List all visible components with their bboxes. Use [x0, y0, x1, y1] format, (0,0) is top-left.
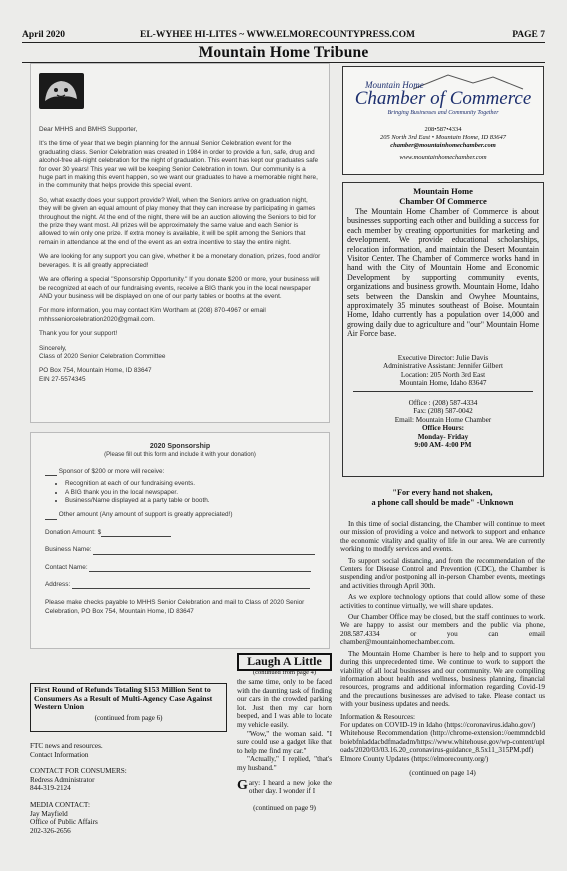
business-label: Business Name: — [45, 546, 92, 554]
letter-closing: Sincerely, — [39, 344, 67, 352]
sponsorship-form — [30, 432, 330, 649]
sponsor-checkbox-line[interactable] — [45, 475, 57, 476]
other-checkbox-line[interactable] — [45, 519, 57, 520]
business-field[interactable] — [93, 554, 315, 555]
letter-ein: EIN 27-5574345 — [39, 375, 86, 383]
laugh-title: Laugh A Little — [237, 653, 332, 671]
page-title: Mountain Home Tribune — [198, 44, 369, 61]
fax: Fax: (208) 587-0042 — [413, 407, 473, 416]
chamber-website[interactable]: www.mountainhomechamber.com — [399, 154, 487, 162]
letter-paragraph: For more information, you may contact Kim Wortham at (208) 870-4967 or email mhhsseniorcelebration2020@gmail.com. — [39, 307, 266, 323]
sponsor-option-200: Sponsor of $200 or more will receive: — [58, 467, 165, 475]
letter-paragraph: So, what exactly does your support provide? Well, when the Seniors arrive on graduation night, they will be given an equal amount of play money that they can increase by participating in games throughout the night. At the end of the night, there will be an auction allowing the Seniors to bid for the prize they want most. All prizes will be approximately the same value and each Senior is allowed to win only one prize. If extra money is available, it will be split among the Seniors that remain in attendance at the end of the event as an extra incentive to stay the entire night. — [39, 196, 317, 246]
media-contact-heading: MEDIA CONTACT: — [30, 800, 90, 809]
resource-link[interactable]: For updates on COVID-19 in Idaho (https://coronavirus.idaho.gov/) — [340, 720, 536, 729]
article-title-2: Chamber Of Commerce — [399, 196, 487, 206]
donation-label: Donation Amount: $ — [45, 528, 102, 536]
hands-paragraph: The Mountain Home Chamber is here to help and to support you during this unprecedented time. We continue to work to support the viability of all local businesses and our community. We are compiling information about health and wellness, business planning, financial resources, programs and additional information regarding Covid-19 and the precautions businesses are advised to take. Please contact us with your business updates and needs. — [340, 649, 545, 709]
letter-signature: Class of 2020 Senior Celebration Committee — [39, 352, 166, 360]
hours-time: 9:00 AM- 4:00 PM — [414, 441, 472, 450]
hands-paragraph: Our Chamber Office may be closed, but the staff continues to work. We are happy to assist our members and the public via phone, 208.587.4334 or you can email chamber@mountainhomechamber.com. — [340, 613, 545, 647]
sponsorship-subtitle: (Please fill out this form and include it with your donation) — [104, 452, 256, 459]
refunds-cont: (continued from page 6) — [94, 713, 163, 722]
chamber-tagline: Bringing Businesses and Community Together — [387, 110, 499, 117]
sponsor-benefits-list — [65, 480, 329, 505]
refunds-box — [30, 683, 227, 732]
hands-title-1: "For every hand not shaken, — [392, 488, 493, 497]
benefit-item: • Business/Name displayed at a party table or booth. — [65, 497, 329, 505]
divider — [353, 391, 533, 392]
article-body: The Mountain Home Chamber of Commerce is about businesses supporting each other and building a success for each member by creating opportunities for marketing and development. We provide educational scholarships, relocation information, and maintain the Desert Mountain Visitor Center. The Chamber of Commerce works hand in hand with the City of Mountain Home and Economic Development by supporting community events, organizations and business growth. Mountain Home, Idaho sets between the Danskin and Owyhee Mountains, approximately 35 minutes southeast of Boise. Mountain Home, Idaho currently has a population over 14,000 and growing daily due to agriculture and "our" Mountain Home Air Force base. — [347, 207, 539, 339]
city: Mountain Home, Idaho 83647 — [399, 379, 487, 388]
hours-days: Monday- Friday — [417, 432, 469, 441]
contact-label: Contact Name: — [45, 563, 88, 571]
chamber-email[interactable]: chamber@mountainhomechamber.com — [390, 142, 496, 150]
letter-address: PO Box 754, Mountain Home, ID 83647 — [39, 367, 152, 375]
letter-paragraph: It's the time of year that we begin planning for the annual Senior Celebration event for the graduating class. Senior Celebration was created in 1984 in order to provide a fun, safe, drug and alcohol-free all-night celebration for the night of graduation. This event has kept our graduates safe for over 30 years! This year we will be keeping Senior Celebration in town. Our community is a huge part in making this event happen, so we want our graduates to have a memorable night here, in the community that helps provide this special event. — [39, 140, 319, 190]
hands-paragraph: As we explore technology options that could allow some of these activities to continue virtually, we will share updates. — [340, 593, 545, 610]
chamber-name-small: Mountain Home — [365, 80, 424, 90]
chamber-article — [342, 182, 544, 477]
consumer-contact-heading: CONTACT FOR CONSUMERS: — [30, 767, 127, 776]
contact-field[interactable] — [89, 571, 311, 572]
hands-title-2: a phone call should be made" -Unknown — [371, 498, 514, 507]
hands-next: (continued on page 14) — [409, 768, 476, 777]
header-center: EL-WYHEE HI-LITES ~ WWW.ELMORECOUNTYPRESS.COM — [140, 30, 415, 40]
header-page: PAGE 7 — [512, 30, 545, 40]
drop-cap: G — [237, 777, 248, 793]
chamber-name-big: Chamber of Commerce — [354, 88, 532, 110]
article-title-1: Mountain Home — [413, 186, 473, 196]
benefit-item: • A BIG thank you in the local newspaper. — [65, 489, 329, 497]
header-date: April 2020 — [22, 30, 66, 40]
office-phone: Office : (208) 587-4334 — [408, 399, 478, 407]
refunds-line: Contact Information — [30, 750, 89, 759]
address-field[interactable] — [72, 588, 310, 589]
address-label: Address: — [45, 581, 71, 589]
location: Location: 205 North 3rd East — [400, 370, 486, 379]
chamber-address: 205 North 3rd East • Mountain Home, ID 83647 — [379, 133, 507, 141]
laugh-cont: (continued from page 4) — [253, 669, 316, 676]
hours-label: Office Hours: — [421, 424, 465, 433]
donation-field[interactable] — [101, 536, 171, 537]
sponsor-option-other: Other amount (Any amount of support is greatly appreciated!) — [58, 511, 233, 519]
hands-paragraph: In this time of social distancing, the Chamber will continue to meet our mission of providing a voice and network to support and enhance the economic vitality and quality of life in our area. We are currently working to modify services and events. — [340, 520, 545, 554]
hands-paragraph: To support social distancing, and from the recommendation of the Centers for Disease Control and Prevention (CDC), the Chamber is suspending and/or postponing all in-person Chamber events, meetings and activities through April 30th. — [340, 556, 545, 590]
benefit-item: • Recognition at each of our fundraising events. — [65, 480, 329, 488]
laugh-text: the same time, only to be faced with the daunting task of finding our cars in the crowded parking lot. Just then my car horn beeped, and I was able to locate my vehicle easily. — [237, 678, 332, 729]
resource-link[interactable]: Elmore County Updates (https://elmorecounty.org/) — [340, 754, 489, 763]
sponsorship-title: 2020 Sponsorship — [149, 443, 211, 450]
letter-greeting: Dear MHHS and BMHS Supporter, — [39, 126, 138, 133]
assistant: Administrative Assistant: Jennifer Gilbert — [383, 362, 503, 371]
email: Email: Mountain Home Chamber — [394, 415, 492, 424]
consumer-phone: 844-319-2124 — [30, 784, 71, 793]
media-contact-office: Office of Public Affairs — [30, 818, 98, 827]
resource-link[interactable]: Whitehouse Recommendation (http://chrome-extension://oemmndcbldboiebfnladdacbdfmadadm/https://www.whitehouse.gov/wp-content/uploads/2020/03/03.16.20_coronavirus-guidance_8.5x11_315PM.pdf) — [340, 729, 545, 755]
director: Executive Director: Julie Davis — [397, 354, 489, 362]
letter-paragraph: We are offering a special "Sponsorship Opportunity." If you donate $200 or more, your business will be recognized at each of our fundraising events, receive a BIG thank you in the local newspaper AND your business will be displayed on one of our party tables or booths at the event. — [39, 276, 320, 300]
hands-title — [340, 488, 545, 508]
laugh-gary: ary: I heard a new joke the other day. I wonder if I — [248, 778, 332, 796]
laugh-quote: "Actually," I replied, "that's my husband." — [237, 755, 332, 772]
resources-heading: Information & Resources: — [340, 712, 416, 721]
media-contact-phone: 202-326-2656 — [30, 826, 71, 835]
consumer-contact: Redress Administrator — [30, 775, 95, 784]
laugh-quote: "Wow," the woman said. "I sure could use a gadget like that to help me find my car." — [237, 729, 332, 755]
chamber-advert — [342, 66, 544, 175]
letter-paragraph: We are looking for any support you can give, whether it be a monetary donation, prizes, food and/or beverages. It is all greatly appreciated! — [39, 253, 321, 269]
media-contact-name: Jay Mayfield — [30, 809, 68, 818]
sponsorship-footer: Please make checks payable to MHHS Senior Celebration and mail to Class of 2020 Senior Celebration, PO Box 754, Mountain Home, ID 83647 — [45, 599, 305, 615]
celebration-letter — [30, 63, 330, 423]
refunds-title: First Round of Refunds Totaling $153 Million Sent to Consumers As a Result of Multi-Agency Case Against Western Union — [34, 685, 213, 712]
header-rule — [22, 42, 545, 43]
laugh-next: (continued on page 9) — [253, 803, 316, 812]
bobcat-logo — [39, 73, 84, 109]
refunds-line: FTC news and resources. — [30, 742, 103, 750]
chamber-phone: 208•587•4334 — [424, 125, 462, 133]
letter-thanks: Thank you for your support! — [39, 330, 118, 338]
